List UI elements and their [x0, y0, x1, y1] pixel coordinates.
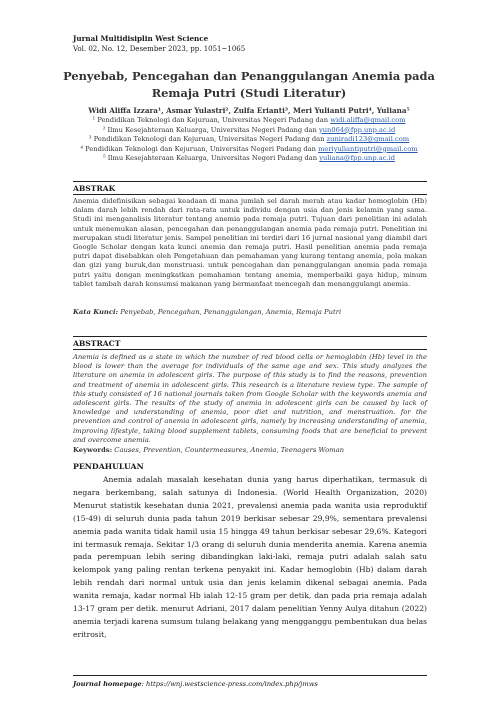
homepage-label: Journal homepage [73, 680, 142, 688]
journal-volume: Vol. 02, No. 12, Desember 2023, pp. 1051~1065 [73, 45, 246, 53]
affiliation-4 [60, 145, 438, 155]
paper-title: Penyebab, Pencegahan dan Penanggulangan Anemia pada Remaja Putri (Studi Literatur) [63, 69, 435, 100]
email-link[interactable]: meriyuliantiputri@gmail.com [318, 144, 418, 153]
footer [73, 680, 318, 688]
keywords-label: Kata Kunci: [73, 308, 119, 316]
footer-rule [73, 675, 427, 676]
abstrak-heading: ABSTRAK [73, 184, 116, 193]
homepage-url[interactable]: : https://wnj.westscience-press.com/index.php/jmws [141, 680, 318, 688]
abstract-top-rule [73, 336, 427, 337]
keywords-label: Keywords: [73, 446, 113, 454]
affiliation-text: ² Ilmu Kesejahteraan Keluarga, Universitas Negeri Padang dan [102, 125, 319, 134]
affiliation-text: ⁵ Ilmu Kesejahteraan Keluarga, Universitas Negeri Padang dan [102, 154, 320, 163]
affiliation-text: ⁴ Pendidikan Teknologi dan Kejuruan, Universitas Negeri Padang dan [80, 144, 319, 153]
email-link[interactable]: yuliana@fpp.unp.ac.id [319, 154, 396, 163]
abstract-keywords [73, 446, 427, 454]
affiliation-text: ¹ Pendidikan Teknologi dan Kejuruan, Universitas Negeri Padang dan [92, 116, 331, 124]
abstract-text: Anemia is defined as a state in which the number of red blood cells or hemoglobin (Hb) level in the blood is lower than the average for individuals of the same age and sex. This study analyzes the literature on anemia in adolescent girls. The purpose of this study is to find the reasons, prevention and treatment of anemia in adolescent girls. This research is a literature review type. The sample of this study consisted of 16 national journals taken from Google Scholar with the keywords anemia and adolescent girls. The results of the study of anemia in adolescent girls can be caused by lack of knowledge and understanding of anemia, poor diet and nutrition, and menstruation. for the prevention and control of anemia in adolescent girls, namely by increasing understanding of anemia, improving lifestyle, taking blood supplement tablets, consuming foods that are beneficial to prevent and overcome anemia. [73, 353, 427, 444]
keywords-value: Penyebab, Pencegahan, Penanggulangan, Anemia, Remaja Putri [118, 308, 342, 316]
abstrak-top-rule [73, 181, 427, 182]
keywords-value: Causes, Prevention, Countermeasures, Anemia, Teenagers Woman [112, 446, 345, 454]
abstrak-heading-rule [73, 194, 427, 195]
email-link[interactable]: widi.aliffa@gmail.com [330, 116, 406, 124]
affiliation-1 [60, 116, 438, 126]
body-paragraph: Anemia adalah masalah kesehatan dunia yang harus diperhatikan, termasuk di negara berkembang, salah satunya di Indonesia. (World Health Organization, 2020) Menurut statistik kesehatan dunia 2021, prevalensi anemia pada wanita usia reproduktif (15-49) di seluruh dunia pada tahun 2019 berkisar sebesar 29,9%, sementara prevalensi anemia pada wanita tidak hamil usia 15 hingga 49 tahun berkisar sebesar 29,6%. Kategori ini termasuk remaja. Sekitar 1/3 orang di seluruh dunia menderita anemia. Karena anemia pada perempuan lebih sering dibandingkan laki-laki, remaja putri adalah salah satu kelompok yang paling rentan terkena penyakit ini. Kadar hemoglobin (Hb) dalam darah lebih rendah dari normal untuk usia dan jenis kelamin dikenal sebagai anemia. Pada wanita remaja, kadar normal Hb ialah 12-15 gram per detik, dan pada pria remaja adalah 13-17 gram per detik. menurut Adriani, 2017 dalam penelitian Yenny Aulya ditahun (2022) anemia terjadi karena sumsum tulang belakang yang mengganggu pembentukan dua belas eritrosit, [73, 475, 427, 639]
abstract-heading-rule [73, 349, 427, 350]
affiliation-2 [60, 126, 438, 136]
email-link[interactable]: zuniradi123@gmail.com [326, 135, 410, 144]
affiliation-text: ³ Pendidikan Teknologi dan Kejuruan, Universitas Negeri Padang dan [88, 135, 327, 144]
affiliation-3 [60, 135, 438, 145]
journal-header [73, 33, 245, 55]
affiliation-5 [60, 154, 438, 164]
section-heading: PENDAHULUAN [73, 462, 144, 471]
abstract-heading: ABSTRACT [73, 339, 121, 348]
email-link[interactable]: yun064@fpp.unp.ac.id [318, 125, 396, 134]
abstrak-text: Anemia didefinisikan sebagai keadaan di mana jumlah sel darah merah atau kadar hemoglobin (Hb) dalam darah lebih rendah dari rata-rata untuk individu dengan usia dan jenis kelamin yang sama. Studi ini menganalisis literatur tentang anemia pada remaja putri. Tujuan dari penelitian ini adalah untuk menemukan alasan, pencegahan dan penanggulangan anemia pada remaja putri. Penelitian ini merupakan studi literatur jenis. Sampel penelitian ini terdiri dari 16 jurnal nasional yang diambil dari Google Scholar dengan kata kunci anemia dan remaja putri. Hasil penelitian anemia pada remaja putri dapat disebabkan oleh Pengetahuan dan pemahaman yang kurang tentang anemia, pola makan dan gizi yang buruk,dan menstruasi. untuk pencegahan dan penanggulangan anemia pada remaja putri yaitu dengan meningkatkan pemahaman tentang anemia, memperbaiki gaya hidup, minum tablet tambah darah konsumsi makanan yang bermanfaat mencegah dan menanggulangi anemia. [73, 197, 427, 288]
journal-name: Jurnal Multidisiplin West Science [73, 34, 209, 43]
author-list: Widi Aliffa Izzara¹, Asmar Yulastri², Zulfa Erianti³, Meri Yulianti Putri⁴, Yuliana⁵ [88, 106, 410, 115]
abstrak-keywords [73, 308, 427, 316]
affiliations [60, 116, 438, 164]
